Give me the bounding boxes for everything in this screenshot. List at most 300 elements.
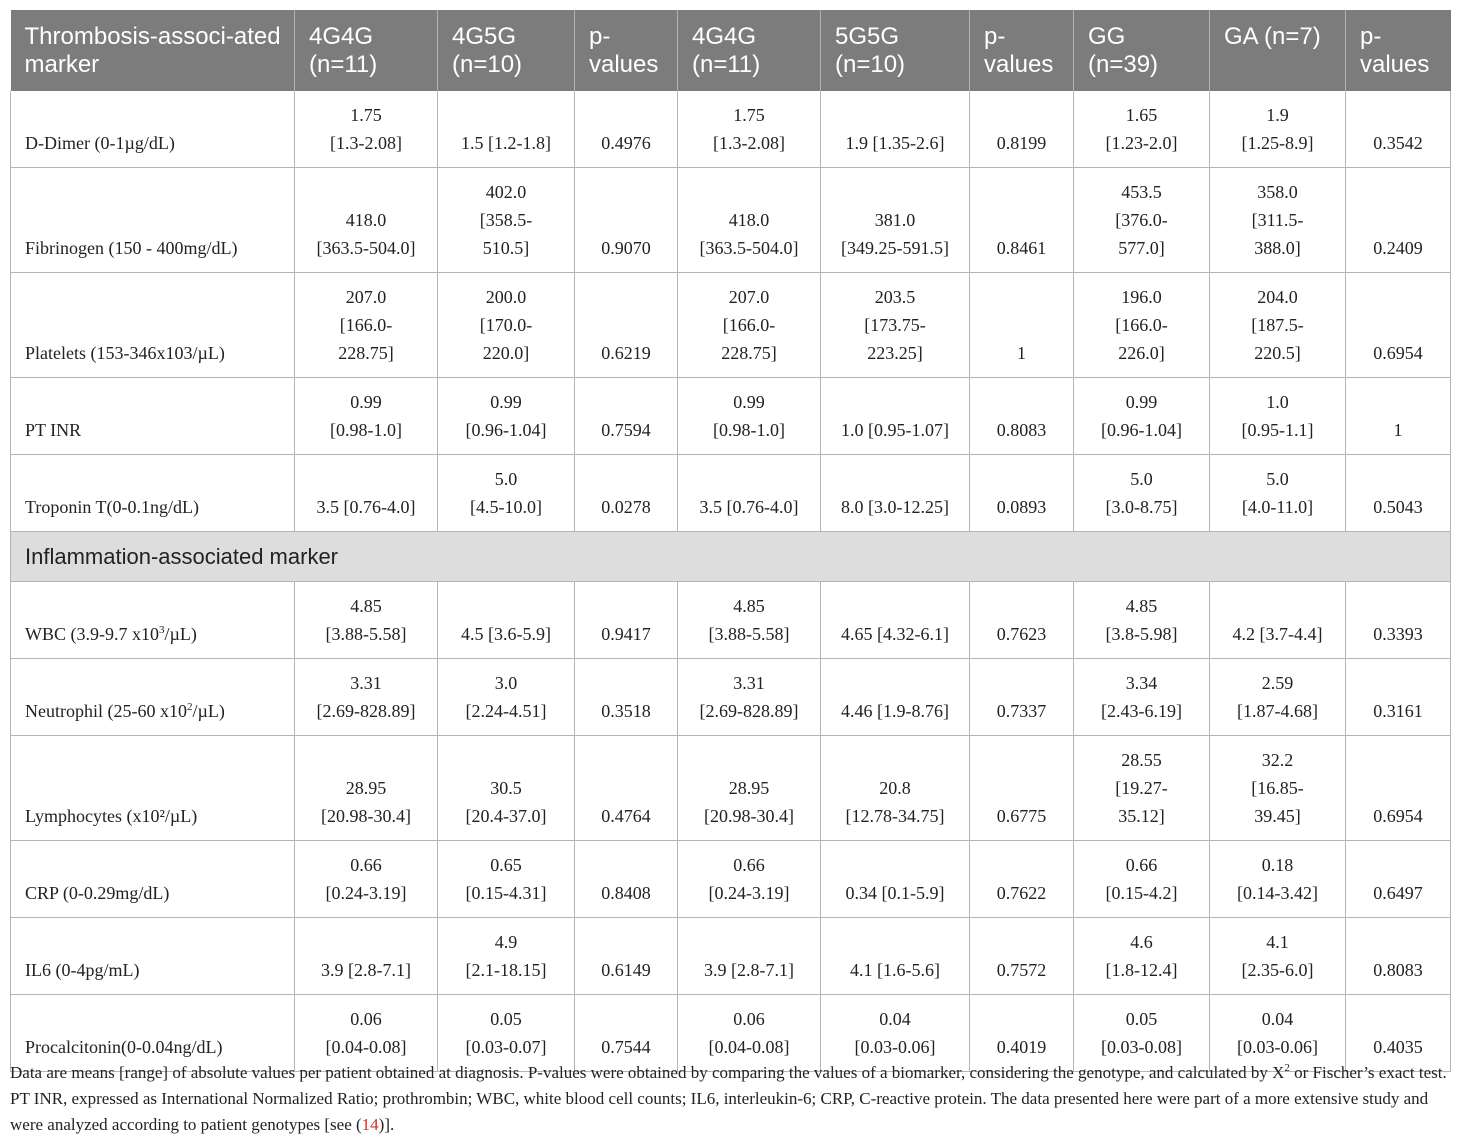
table-cell — [678, 918, 821, 995]
cell-line: [376.0- — [1115, 210, 1168, 230]
table-cell — [295, 918, 438, 995]
cell-line: 203.5 — [874, 287, 916, 307]
cell-line: 0.7337 — [996, 701, 1047, 721]
table-cell — [1074, 455, 1210, 532]
cell-line: 418.0 — [345, 210, 387, 230]
row-label-text: Neutrophil (25-60 x10 — [25, 701, 187, 721]
table-cell — [575, 378, 678, 455]
table-cell — [438, 273, 575, 378]
table-cell — [821, 736, 970, 841]
cell-line: [4.0-11.0] — [1241, 497, 1314, 517]
table-cell — [438, 736, 575, 841]
header-marker: Thrombosis-associ-ated marker — [11, 10, 295, 91]
table-cell — [1074, 91, 1210, 168]
cell-line: [20.98-30.4] — [321, 806, 411, 826]
cell-line: 388.0] — [1254, 238, 1301, 258]
cell-line: 0.05 — [1125, 1009, 1158, 1029]
footnote-text-2: or Fischer’s exact test. PT INR, expressed as International Normalized Ratio; prothrombin; WBC, white blood cell counts; IL6, interleukin-6; CRP, C-reactive protein. The data presented here were part of a more extensive study and were analyzed according to patient genotypes [see ( — [10, 1063, 1447, 1134]
table-row — [11, 582, 1451, 659]
table-cell — [295, 378, 438, 455]
header-4g4g-b: 4G4G (n=11) — [678, 10, 821, 91]
cell-line: [0.95-1.1] — [1241, 420, 1314, 440]
table-cell — [1210, 736, 1346, 841]
cell-line: [349.25-591.5] — [841, 238, 949, 258]
cell-line: 0.2409 — [1373, 238, 1423, 258]
header-p-values-a: p-values — [575, 10, 678, 91]
cell-line: [0.24-3.19] — [325, 883, 407, 903]
table-cell — [575, 918, 678, 995]
table-cell — [1074, 582, 1210, 659]
cell-line: 0.3518 — [601, 701, 651, 721]
cell-line: 3.31 — [733, 673, 765, 693]
table-cell — [821, 455, 970, 532]
table-cell — [678, 273, 821, 378]
cell-line: 0.6497 — [1373, 883, 1423, 903]
table-cell — [970, 918, 1074, 995]
table-cell — [1210, 273, 1346, 378]
table-cell — [1210, 918, 1346, 995]
cell-line: [0.98-1.0] — [330, 420, 402, 440]
cell-line: 3.5 [0.76-4.0] — [699, 497, 799, 517]
cell-line: [0.03-0.07] — [465, 1037, 547, 1057]
row-label: Troponin T(0-0.1ng/dL) — [11, 455, 295, 532]
table-cell — [1346, 273, 1451, 378]
cell-line: [12.78-34.75] — [845, 806, 945, 826]
cell-line: 3.9 [2.8-7.1] — [321, 960, 411, 980]
table-cell — [678, 91, 821, 168]
table-cell — [438, 582, 575, 659]
footnote-text-3: )]. — [378, 1115, 395, 1134]
cell-line: 0.7594 — [601, 420, 651, 440]
table-row — [11, 168, 1451, 273]
cell-line: 0.99 — [733, 392, 765, 412]
header-ga: GA (n=7) — [1210, 10, 1346, 91]
cell-line: 0.3542 — [1373, 133, 1423, 153]
cell-line: 28.95 — [345, 778, 387, 798]
cell-line: 381.0 — [874, 210, 916, 230]
cell-line: [3.0-8.75] — [1105, 497, 1178, 517]
cell-line: 226.0] — [1118, 343, 1165, 363]
table-cell — [821, 378, 970, 455]
cell-line: [0.15-4.31] — [465, 883, 547, 903]
cell-line: 402.0 — [485, 182, 527, 202]
table-cell — [678, 455, 821, 532]
cell-line: 3.9 [2.8-7.1] — [704, 960, 794, 980]
cell-line: [0.96-1.04] — [1101, 420, 1182, 440]
table-cell — [678, 659, 821, 736]
table-cell — [575, 841, 678, 918]
table-cell — [575, 168, 678, 273]
table-cell — [678, 841, 821, 918]
cell-line: 3.31 — [350, 673, 382, 693]
row-label-text: IL6 (0-4pg/mL) — [25, 960, 140, 980]
cell-line: 220.0] — [482, 343, 530, 363]
table-cell — [295, 273, 438, 378]
table-cell — [1074, 841, 1210, 918]
cell-line: 0.8461 — [996, 238, 1047, 258]
cell-line: 35.12] — [1118, 806, 1165, 826]
row-label — [11, 659, 295, 736]
table-cell — [821, 91, 970, 168]
table-cell — [295, 736, 438, 841]
cell-line: 0.18 — [1261, 855, 1294, 875]
cell-line: 8.0 [3.0-12.25] — [841, 497, 949, 517]
table-cell — [575, 273, 678, 378]
cell-line: 39.45] — [1254, 806, 1301, 826]
cell-line: 28.95 — [728, 778, 770, 798]
table-row — [11, 91, 1451, 168]
cell-line: 4.85 — [1125, 596, 1158, 616]
cell-line: 4.6 — [1130, 932, 1153, 952]
table-cell — [1346, 378, 1451, 455]
cell-line: [2.1-18.15] — [465, 960, 547, 980]
section-heading-inflammation: Inflammation-associated marker — [11, 532, 1451, 582]
cell-line: 4.1 [1.6-5.6] — [850, 960, 940, 980]
cell-line: 2.59 — [1261, 673, 1294, 693]
table-cell — [970, 91, 1074, 168]
cell-line: 0.99 — [350, 392, 382, 412]
table-cell — [970, 273, 1074, 378]
cell-line: 5.0 — [1266, 469, 1289, 489]
cell-line: [187.5- — [1251, 315, 1304, 335]
cell-line: 0.66 — [733, 855, 765, 875]
row-label — [11, 736, 295, 841]
table-cell — [678, 736, 821, 841]
cell-line: 1.9 [1.35-2.6] — [845, 133, 945, 153]
cell-line: 510.5] — [482, 238, 530, 258]
cell-line: 0.4764 — [601, 806, 651, 826]
table-cell — [1210, 841, 1346, 918]
table-cell — [1210, 168, 1346, 273]
table-cell — [1074, 736, 1210, 841]
table-cell — [295, 582, 438, 659]
table-header — [11, 10, 1451, 91]
table-row — [11, 273, 1451, 378]
cell-line: 0.5043 — [1373, 497, 1423, 517]
table-body — [11, 91, 1451, 1072]
table-cell — [438, 91, 575, 168]
cell-line: [0.03-0.06] — [854, 1037, 936, 1057]
cell-line: [0.14-3.42] — [1237, 883, 1318, 903]
cell-line: 32.2 — [1261, 750, 1294, 770]
cell-line: [311.5- — [1251, 210, 1304, 230]
footnote-text-1: Data are means [range] of absolute values per patient obtained at diagnosis. P-values were obtained by comparing the values of a biomarker, considering the genotype, and calculated by X — [10, 1063, 1285, 1082]
table-cell — [438, 168, 575, 273]
table-cell — [821, 273, 970, 378]
table-row — [11, 736, 1451, 841]
cell-line: 220.5] — [1254, 343, 1301, 363]
row-label-text: Lymphocytes (x10²/µL) — [25, 806, 198, 826]
table-cell — [1074, 659, 1210, 736]
cell-line: [20.4-37.0] — [465, 806, 547, 826]
row-label-unit: /µL) — [192, 701, 225, 721]
row-label: Fibrinogen (150 - 400mg/dL) — [11, 168, 295, 273]
header-gg: GG (n=39) — [1074, 10, 1210, 91]
cell-line: 1.75 — [733, 105, 765, 125]
cell-line: 1.5 [1.2-1.8] — [461, 133, 551, 153]
cell-line: 4.46 [1.9-8.76] — [841, 701, 949, 721]
table-cell — [821, 582, 970, 659]
cell-line: 228.75] — [721, 343, 777, 363]
table-footnote — [10, 1060, 1450, 1138]
row-label — [11, 841, 295, 918]
cell-line: [166.0- — [722, 315, 776, 335]
cell-line: [363.5-504.0] — [316, 238, 416, 258]
cell-line: [0.15-4.2] — [1105, 883, 1178, 903]
table-cell — [1346, 736, 1451, 841]
table-cell — [295, 455, 438, 532]
cell-line: 0.0278 — [601, 497, 651, 517]
table-cell — [1346, 91, 1451, 168]
cell-line: 3.5 [0.76-4.0] — [316, 497, 416, 517]
cell-line: 0.0893 — [996, 497, 1047, 517]
cell-line: 577.0] — [1118, 238, 1165, 258]
cell-line: 207.0 — [345, 287, 387, 307]
table-cell — [970, 168, 1074, 273]
footnote-superscript: 2 — [1284, 1062, 1290, 1074]
cell-line: [2.43-6.19] — [1101, 701, 1182, 721]
table-cell — [1346, 841, 1451, 918]
table-cell — [438, 918, 575, 995]
cell-line: 228.75] — [338, 343, 394, 363]
table-cell — [821, 841, 970, 918]
cell-line: [20.98-30.4] — [704, 806, 794, 826]
table-cell — [1074, 273, 1210, 378]
header-4g5g: 4G5G (n=10) — [438, 10, 575, 91]
table-cell — [295, 168, 438, 273]
cell-line: 418.0 — [728, 210, 770, 230]
header-p-values-c: p-values — [1346, 10, 1451, 91]
cell-line: 4.2 [3.7-4.4] — [1232, 624, 1323, 644]
cell-line: 0.6954 — [1373, 343, 1423, 363]
cell-line: 0.99 — [490, 392, 522, 412]
cell-line: [16.85- — [1251, 778, 1304, 798]
cell-line: 30.5 — [490, 778, 522, 798]
table-cell — [575, 582, 678, 659]
cell-line: [0.04-0.08] — [325, 1037, 407, 1057]
cell-line: 4.5 [3.6-5.9] — [461, 624, 551, 644]
cell-line: 0.9417 — [601, 624, 651, 644]
section-row — [11, 532, 1451, 582]
table-cell — [678, 582, 821, 659]
cell-line: [0.04-0.08] — [708, 1037, 790, 1057]
cell-line: [0.03-0.08] — [1101, 1037, 1182, 1057]
cell-line: 4.85 — [733, 596, 765, 616]
cell-line: 0.7623 — [996, 624, 1047, 644]
cell-line: [2.69-828.89] — [699, 701, 799, 721]
cell-line: [2.24-4.51] — [465, 701, 547, 721]
cell-line: 0.6149 — [601, 960, 651, 980]
cell-line: 0.4019 — [996, 1037, 1047, 1057]
cell-line: 1.0 — [1266, 392, 1289, 412]
table-row — [11, 378, 1451, 455]
table-cell — [1210, 582, 1346, 659]
cell-line: [0.24-3.19] — [708, 883, 790, 903]
row-label-superscript: 3 — [159, 624, 165, 636]
table-cell — [575, 659, 678, 736]
table-cell — [1346, 659, 1451, 736]
row-label-text: Procalcitonin(0-0.04ng/dL) — [25, 1037, 223, 1057]
cell-line: 28.55 — [1121, 750, 1162, 770]
table-cell — [438, 378, 575, 455]
table-cell — [1346, 455, 1451, 532]
cell-line: [363.5-504.0] — [699, 238, 799, 258]
cell-line: [170.0- — [479, 315, 533, 335]
cell-line: 0.06 — [350, 1009, 382, 1029]
cell-line: 3.0 — [494, 673, 518, 693]
cell-line: [0.96-1.04] — [465, 420, 547, 440]
cell-line: 0.3393 — [1373, 624, 1423, 644]
table-row — [11, 841, 1451, 918]
cell-line: [1.87-4.68] — [1237, 701, 1318, 721]
cell-line: 4.9 — [494, 932, 518, 952]
cell-line: 0.8408 — [601, 883, 651, 903]
table-cell — [970, 659, 1074, 736]
cell-line: 0.66 — [1125, 855, 1158, 875]
cell-line: 0.7622 — [996, 883, 1047, 903]
header-p-values-b: p-values — [970, 10, 1074, 91]
cell-line: 0.7544 — [601, 1037, 651, 1057]
cell-line: 358.0 — [1257, 182, 1298, 202]
table-cell — [1210, 455, 1346, 532]
cell-line: 0.4976 — [601, 133, 651, 153]
table-cell — [295, 659, 438, 736]
cell-line: 0.8083 — [996, 420, 1047, 440]
table-cell — [970, 736, 1074, 841]
table-cell — [1210, 378, 1346, 455]
cell-line: 20.8 — [879, 778, 911, 798]
table-cell — [1074, 918, 1210, 995]
table-cell — [1346, 582, 1451, 659]
table-cell — [295, 91, 438, 168]
table-row — [11, 918, 1451, 995]
cell-line: 1.0 [0.95-1.07] — [841, 420, 949, 440]
cell-line: 0.04 — [1261, 1009, 1294, 1029]
cell-line: 3.34 — [1125, 673, 1158, 693]
cell-line: 0.6954 — [1373, 806, 1423, 826]
cell-line: 196.0 — [1121, 287, 1162, 307]
table-cell — [575, 736, 678, 841]
row-label-text: CRP (0-0.29mg/dL) — [25, 883, 170, 903]
table-cell — [1210, 91, 1346, 168]
table-cell — [295, 841, 438, 918]
cell-line: 1 — [1017, 343, 1026, 363]
cell-line: 0.99 — [1125, 392, 1158, 412]
cell-line: 0.06 — [733, 1009, 765, 1029]
cell-line: [1.23-2.0] — [1105, 133, 1178, 153]
cell-line: 5.0 — [494, 469, 518, 489]
row-label: Platelets (153-346x103/µL) — [11, 273, 295, 378]
table-cell — [1074, 168, 1210, 273]
cell-line: 0.4035 — [1373, 1037, 1423, 1057]
cell-line: 0.7572 — [996, 960, 1047, 980]
cell-line: 204.0 — [1257, 287, 1298, 307]
row-label — [11, 918, 295, 995]
cell-line: [1.25-8.9] — [1241, 133, 1314, 153]
table-cell — [678, 168, 821, 273]
cell-line: 200.0 — [485, 287, 527, 307]
cell-line: 0.6219 — [601, 343, 651, 363]
table-cell — [821, 659, 970, 736]
cell-line: [173.75- — [864, 315, 926, 335]
cell-line: 223.25] — [867, 343, 923, 363]
cell-line: 4.1 — [1266, 932, 1289, 952]
table-cell — [438, 455, 575, 532]
cell-line: 1 — [1393, 420, 1403, 440]
cell-line: [166.0- — [339, 315, 393, 335]
footnote-reference-link[interactable]: 14 — [361, 1115, 379, 1134]
row-label-text: WBC (3.9-9.7 x10 — [25, 624, 159, 644]
cell-line: [1.8-12.4] — [1105, 960, 1178, 980]
table-cell — [970, 841, 1074, 918]
header-4g4g-a: 4G4G (n=11) — [295, 10, 438, 91]
biomarker-table-container — [10, 10, 1450, 1072]
cell-line: 1.9 — [1266, 105, 1289, 125]
cell-line: [166.0- — [1115, 315, 1168, 335]
cell-line: [19.27- — [1115, 778, 1168, 798]
cell-line: 0.3161 — [1373, 701, 1423, 721]
row-label-superscript: 2 — [186, 701, 193, 713]
table-cell — [1210, 659, 1346, 736]
cell-line: [1.3-2.08] — [713, 133, 785, 153]
cell-line: 0.8083 — [1373, 960, 1423, 980]
cell-line: 1.75 — [350, 105, 382, 125]
table-cell — [1074, 378, 1210, 455]
row-label-unit: /µL) — [164, 624, 197, 644]
table-cell — [1346, 168, 1451, 273]
cell-line: [1.3-2.08] — [330, 133, 402, 153]
cell-line: 0.04 — [879, 1009, 911, 1029]
table-cell — [821, 918, 970, 995]
cell-line: 453.5 — [1121, 182, 1162, 202]
cell-line: 207.0 — [728, 287, 770, 307]
table-cell — [970, 378, 1074, 455]
row-label: D-Dimer (0-1µg/dL) — [11, 91, 295, 168]
cell-line: [0.03-0.06] — [1237, 1037, 1318, 1057]
table-cell — [438, 841, 575, 918]
cell-line: 1.65 — [1125, 105, 1158, 125]
cell-line: 0.34 [0.1-5.9] — [845, 883, 945, 903]
table-row — [11, 455, 1451, 532]
table-cell — [438, 659, 575, 736]
table-cell — [970, 582, 1074, 659]
header-5g5g: 5G5G (n=10) — [821, 10, 970, 91]
cell-line: [358.5- — [479, 210, 533, 230]
table-cell — [575, 91, 678, 168]
cell-line: 0.9070 — [601, 238, 651, 258]
cell-line: 0.8199 — [996, 133, 1047, 153]
table-cell — [970, 455, 1074, 532]
row-label: PT INR — [11, 378, 295, 455]
table-cell — [1346, 918, 1451, 995]
cell-line: [4.5-10.0] — [470, 497, 542, 517]
cell-line: 0.66 — [350, 855, 382, 875]
cell-line: [0.98-1.0] — [713, 420, 785, 440]
table-cell — [575, 455, 678, 532]
cell-line: 5.0 — [1130, 469, 1153, 489]
cell-line: [3.88-5.58] — [708, 624, 790, 644]
row-label — [11, 582, 295, 659]
cell-line: 4.85 — [350, 596, 382, 616]
biomarker-table — [10, 10, 1451, 1072]
cell-line: 0.05 — [490, 1009, 522, 1029]
cell-line: [3.88-5.58] — [325, 624, 407, 644]
table-row — [11, 659, 1451, 736]
cell-line: 0.65 — [490, 855, 522, 875]
cell-line: 4.65 [4.32-6.1] — [841, 624, 949, 644]
cell-line: 0.6775 — [996, 806, 1047, 826]
table-cell — [821, 168, 970, 273]
